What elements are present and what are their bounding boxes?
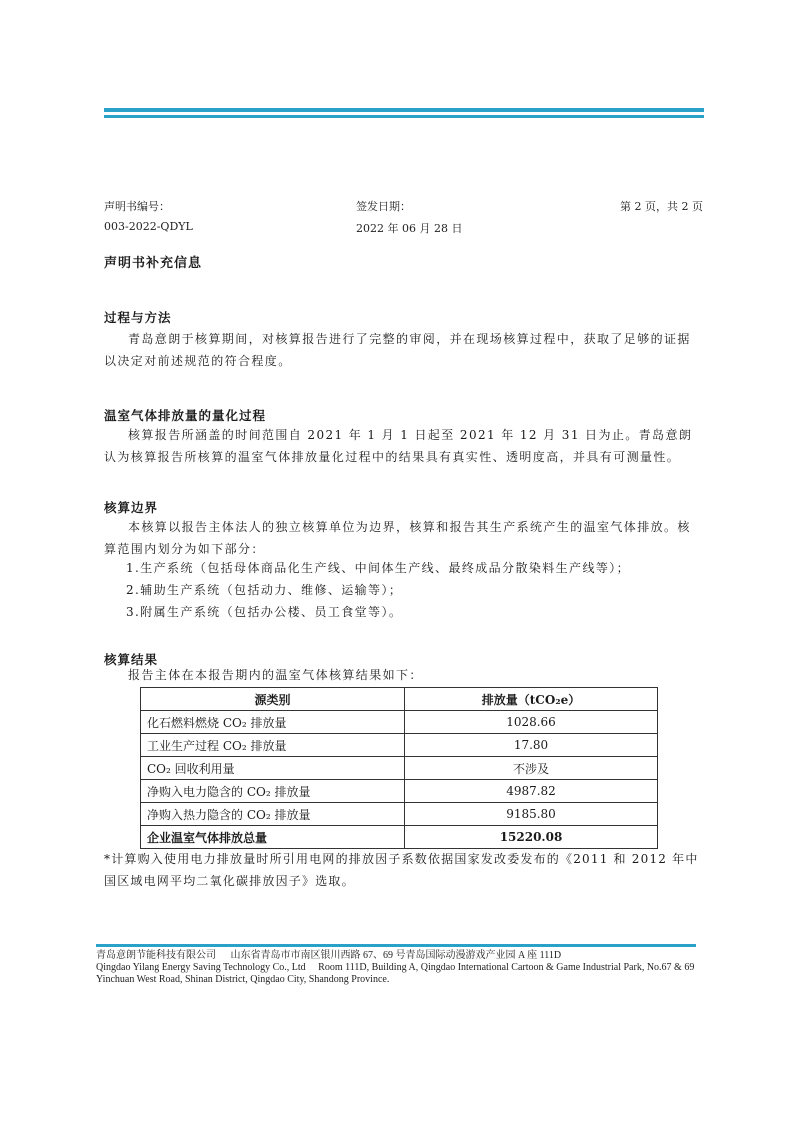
issue-date: 2022 年 06 月 28 日	[356, 222, 463, 235]
value-cell: 4987.82	[405, 780, 658, 803]
table-row	[141, 711, 658, 734]
results-intro: 报告主体在本报告期内的温室气体核算结果如下：	[128, 668, 423, 682]
footer-address-cn: 山东省青岛市市南区银川西路 67、69 号青岛国际动漫游戏产业园 A 座 111D	[230, 950, 562, 961]
table-row	[141, 803, 658, 826]
source-cell: 化石燃料燃烧 CO₂ 排放量	[141, 711, 405, 734]
total-label: 企业温室气体排放总量	[141, 826, 405, 849]
footer-company-cn: 青岛意朗节能科技有限公司	[96, 950, 216, 961]
quantification-heading: 温室气体排放量的量化过程	[104, 408, 267, 423]
header-rule-line-thick	[104, 108, 704, 112]
table-row	[141, 734, 658, 757]
issue-date-label: 签发日期：	[356, 200, 411, 213]
boundary-text: 本核算以报告主体法人的独立核算单位为边界，核算和报告其生产系统产生的温室气体排放。核算范围内划分为如下部分：	[104, 520, 691, 556]
boundary-list	[126, 557, 630, 623]
boundary-list-item: 3.附属生产系统（包括办公楼、员工食堂等）。	[126, 605, 403, 619]
footnote: *计算购入使用电力排放量时所引用电网的排放因子系数依据国家发改委发布的《2011 和 2012 年中国区域电网平均二氧化碳排放因子》选取。	[104, 852, 699, 888]
process-heading: 过程与方法	[104, 310, 172, 325]
column-header-emission: 排放量（tCO₂e）	[405, 688, 658, 711]
page-info: 第 2 页，共 2 页	[620, 200, 703, 213]
value-cell: 1028.66	[405, 711, 658, 734]
header-rule	[104, 108, 704, 122]
value-cell: 17.80	[405, 734, 658, 757]
statement-number-block	[104, 198, 193, 233]
issue-date-block	[356, 198, 462, 236]
source-cell: 净购入热力隐含的 CO₂ 排放量	[141, 803, 405, 826]
value-cell: 9185.80	[405, 803, 658, 826]
source-cell: CO₂ 回收利用量	[141, 757, 405, 780]
source-cell: 净购入电力隐含的 CO₂ 排放量	[141, 780, 405, 803]
table-header-row	[141, 688, 658, 711]
process-text: 青岛意朗于核算期间，对核算报告进行了完整的审阅，并在现场核算过程中，获取了足够的证据以决定对前述规范的符合程度。	[104, 332, 691, 368]
footer-rule	[96, 944, 696, 947]
total-value: 15220.08	[405, 826, 658, 849]
results-table	[140, 687, 658, 849]
statement-number: 003-2022-QDYL	[104, 220, 193, 233]
boundary-heading: 核算边界	[104, 500, 159, 515]
boundary-list-item: 1.生产系统（包括母体商品化生产线、中间体生产线、最终成品分散染料生产线等）；	[126, 561, 631, 575]
column-header-source: 源类别	[141, 688, 405, 711]
table-row	[141, 780, 658, 803]
footer-company-en: Qingdao Yilang Energy Saving Technology Co., Ltd	[96, 962, 306, 973]
quantification-text: 核算报告所涵盖的时间范围自 2021 年 1 月 1 日起至 2021 年 12 月 31 日为止。青岛意朗认为核算报告所核算的温室气体排放量化过程中的结果具有真实性、透明度高，并具有可测量性。	[104, 428, 693, 464]
source-cell: 工业生产过程 CO₂ 排放量	[141, 734, 405, 757]
results-heading: 核算结果	[104, 652, 159, 667]
boundary-list-item: 2.辅助生产系统（包括动力、维修、运输等）；	[126, 583, 403, 597]
statement-number-label: 声明书编号：	[104, 200, 170, 213]
total-row	[141, 826, 658, 849]
header-rule-line-thin	[104, 115, 704, 118]
value-cell: 不涉及	[405, 757, 658, 780]
footer	[96, 950, 706, 986]
table-row	[141, 757, 658, 780]
footer-address-en: Room 111D, Building A, Qingdao International Cartoon & Game Industrial Park, No.67 & 69 Yinchuan West Road, Shinan District, Qingdao City, Shandong Province.	[96, 962, 695, 985]
section-title: 声明书补充信息	[104, 256, 203, 271]
